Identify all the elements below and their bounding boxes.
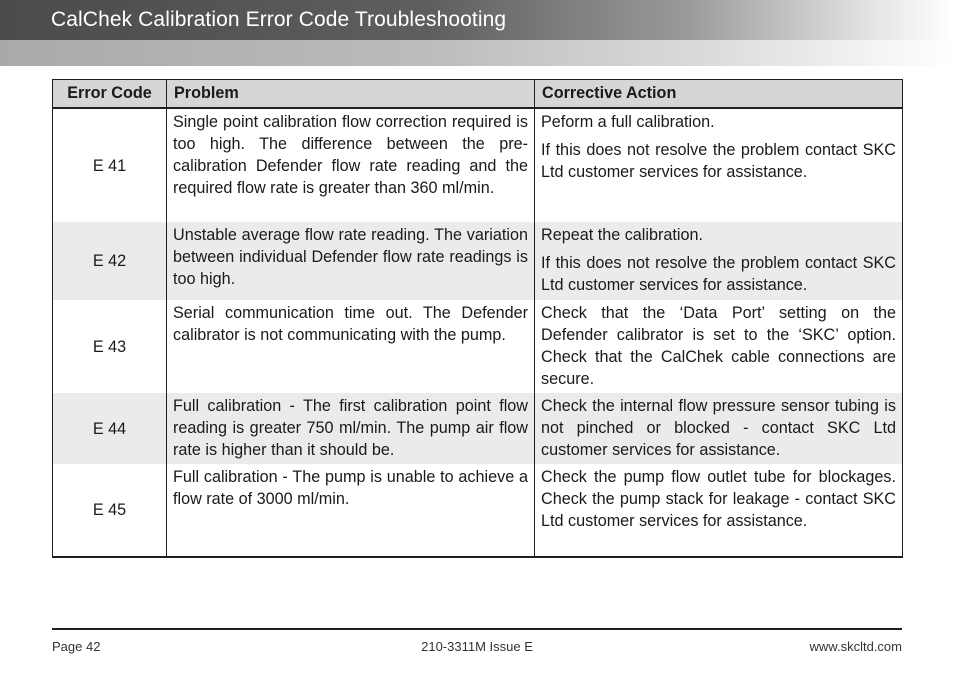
corrective-action-cell [535,222,903,300]
error-code-cell: E 44 [53,393,167,464]
document-id: 210-3311M Issue E [421,639,533,654]
table-header-row [53,80,903,109]
table-row [53,222,903,300]
title-underbar [0,40,954,66]
problem-cell: Serial communication time out. The Defender calibrator is not communicating with the pump. [167,300,535,393]
error-code-cell: E 41 [53,108,167,222]
website-url: www.skcltd.com [809,639,902,654]
error-code-cell: E 45 [53,464,167,557]
action-text: Check the internal flow pressure sensor tubing is not pinched or blocked - contact SKC Ltd customer services for assistance. [541,397,896,459]
error-code-cell: E 42 [53,222,167,300]
action-text: Check that the ‘Data Port’ setting on the Defender calibrator is set to the ‘SKC’ option. Check that the CalChek cable connections are secure. [541,304,896,388]
table-row [53,108,903,222]
footer-divider [52,628,902,630]
problem-cell: Single point calibration flow correction required is too high. The difference between the pre-calibration Defender flow rate reading and the required flow rate is greater than 360 ml/min. [167,108,535,222]
table-row [53,464,903,557]
action-text: Peform a full calibration. [541,113,715,131]
page-title: CalChek Calibration Error Code Troubleshooting [51,8,507,31]
title-bar [0,0,954,40]
corrective-action-cell [535,108,903,222]
table-row [53,393,903,464]
error-code-cell: E 43 [53,300,167,393]
column-header-corrective-action: Corrective Action [535,80,903,109]
problem-cell: Full calibration - The first calibration point flow reading is greater 750 ml/min. The pump air flow rate is higher than it should be. [167,393,535,464]
action-text: Check the pump flow outlet tube for blockages. Check the pump stack for leakage - contact SKC Ltd customer services for assistance. [541,468,896,530]
error-code-table [52,79,903,558]
page-number: Page 42 [52,639,101,654]
action-text: If this does not resolve the problem contact SKC Ltd customer services for assistance. [541,141,896,181]
action-text: If this does not resolve the problem contact SKC Ltd customer services for assistance. [541,254,896,294]
column-header-error-code: Error Code [53,80,167,109]
corrective-action-cell [535,393,903,464]
table-row [53,300,903,393]
corrective-action-cell [535,464,903,557]
problem-cell: Unstable average flow rate reading. The variation between individual Defender flow rate readings is too high. [167,222,535,300]
action-text: Repeat the calibration. [541,226,703,244]
problem-cell: Full calibration - The pump is unable to achieve a flow rate of 3000 ml/min. [167,464,535,557]
corrective-action-cell [535,300,903,393]
column-header-problem: Problem [167,80,535,109]
